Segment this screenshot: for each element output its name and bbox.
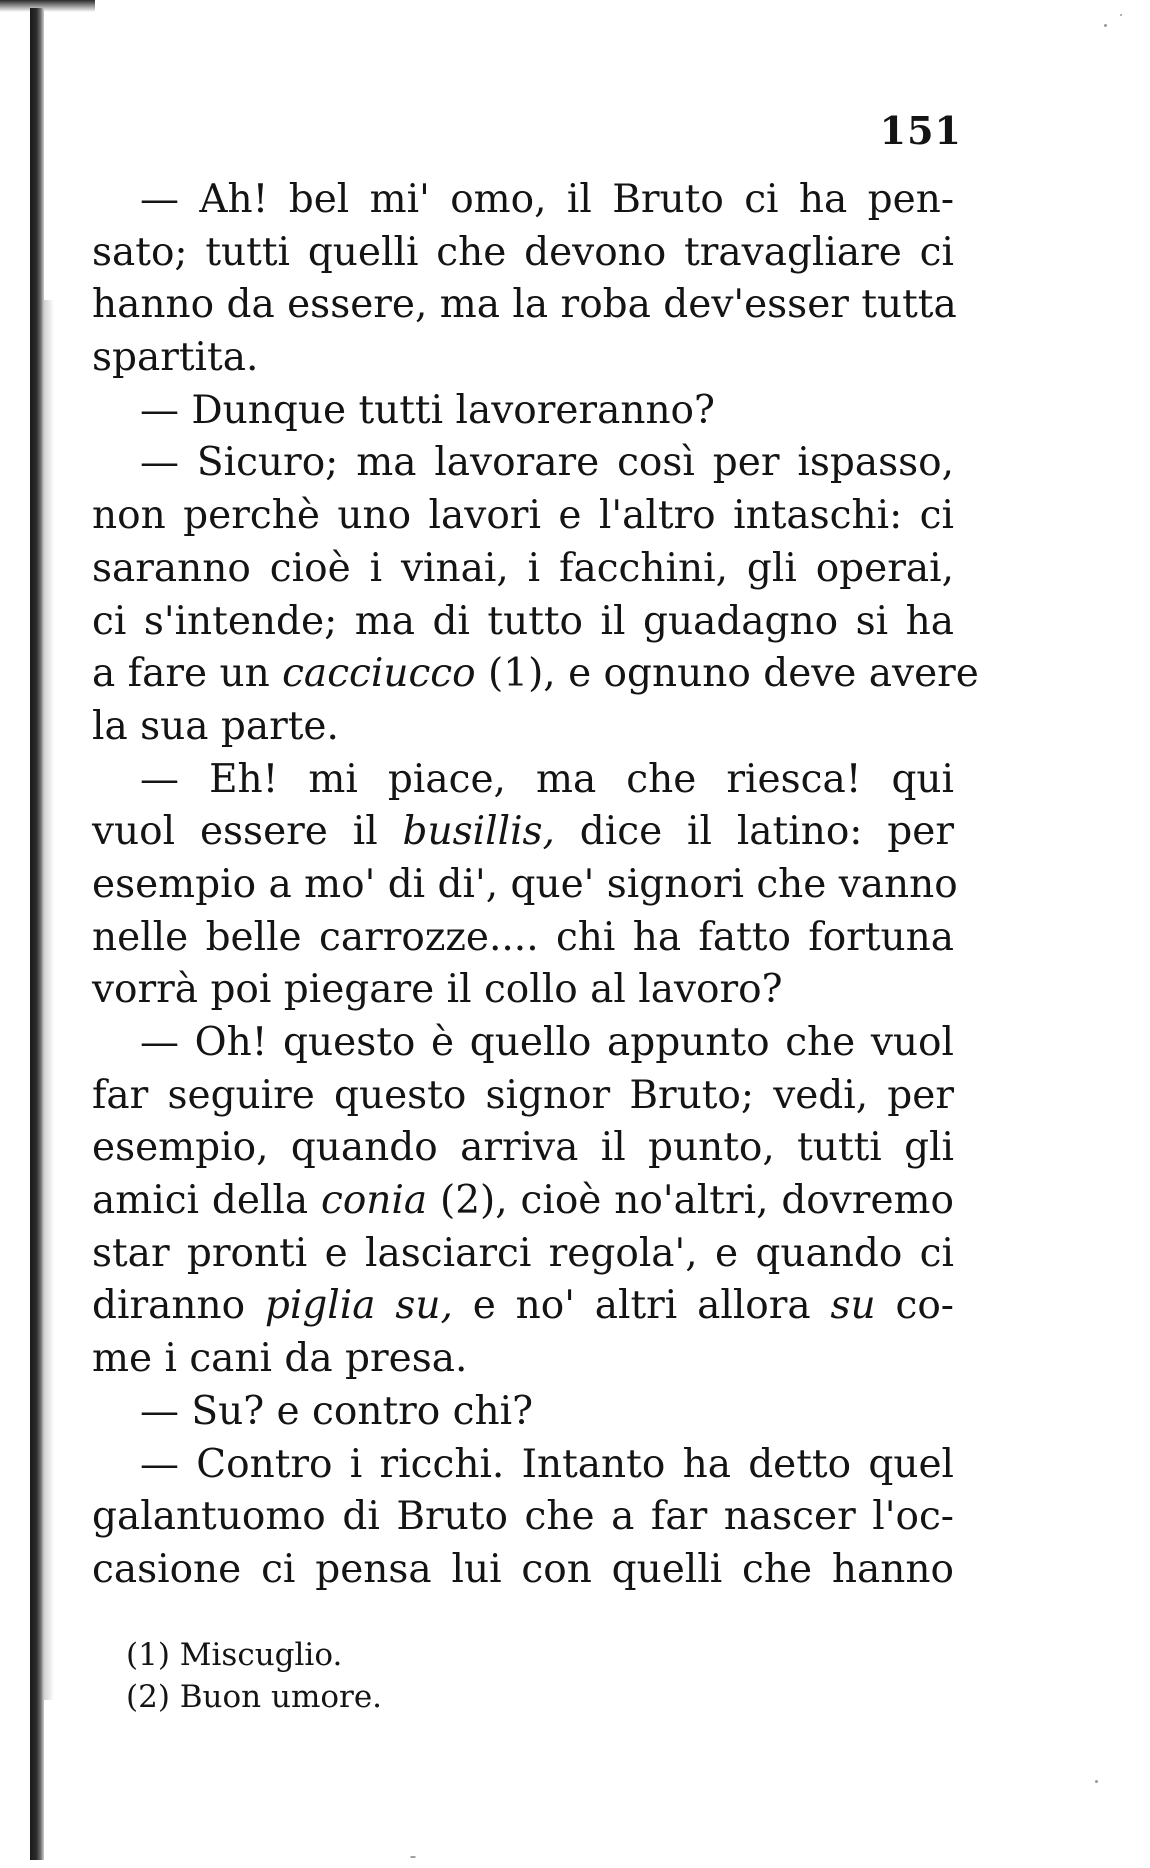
text-line: esempio, quando arriva il punto, tutti gli <box>92 1125 954 1171</box>
text-line: hanno da essere, ma la roba dev'esser tutta <box>92 282 957 328</box>
text-line: — Ah! bel mi' omo, il Bruto ci ha pen- <box>140 177 954 222</box>
text-line: ci s'intende; ma di tutto il guadagno si ha <box>92 598 954 644</box>
text-line: casione ci pensa lui con quelli che hanno <box>92 1546 954 1592</box>
scan-speck <box>1120 14 1122 16</box>
text-line: la sua parte. <box>92 703 339 749</box>
text-line: galantuomo di Bruto che a far nascer l'oc- <box>92 1494 954 1540</box>
text-segment: diranno <box>92 1283 265 1329</box>
italic-term: conia <box>320 1178 428 1224</box>
text-line: spartita. <box>92 335 259 381</box>
text-line <box>92 806 954 859</box>
italic-term: piglia su, <box>264 1283 453 1329</box>
text-segment: (1), e ognuno deve avere <box>475 651 979 697</box>
text-line: non perchè uno lavori e l'altro intaschi: ci <box>92 493 954 539</box>
text-segment: amici della <box>92 1178 321 1224</box>
text-segment: e no' altri allora <box>452 1283 831 1329</box>
text-segment: (2), cioè no'altri, dovremo <box>427 1178 954 1224</box>
footnote: (2) Buon umore. <box>126 1679 383 1715</box>
text-segment: vuol essere il <box>92 809 403 855</box>
scan-speck <box>1104 24 1107 27</box>
scan-speck <box>1095 1780 1098 1783</box>
text-line: far seguire questo signor Bruto; vedi, per <box>92 1072 954 1118</box>
page-number: 151 <box>879 108 962 153</box>
text-line: — Su? e contro chi? <box>140 1388 533 1434</box>
text-line: nelle belle carrozze.... chi ha fatto fortuna <box>92 914 954 960</box>
text-line: sato; tutti quelli che devono travagliare ci <box>92 229 954 275</box>
text-line: saranno cioè i vinai, i facchini, gli operai, <box>92 545 954 591</box>
text-line: — Eh! mi piace, ma che riesca! qui <box>140 756 954 802</box>
text-line: vorrà poi piegare il collo al lavoro? <box>92 967 783 1013</box>
text-line: — Sicuro; ma lavorare così per ispasso, <box>140 440 954 486</box>
text-line <box>92 1280 954 1333</box>
text-line <box>92 1175 954 1228</box>
body-text <box>92 174 979 1597</box>
page-corner-shadow <box>0 0 95 12</box>
text-line: — Contro i ricchi. Intanto ha detto quel <box>140 1441 954 1487</box>
text-line: star pronti e lasciarci regola', e quando ci <box>92 1230 954 1276</box>
italic-term: busillis, <box>402 809 555 855</box>
text-line <box>92 648 979 701</box>
footnotes <box>126 1634 726 1718</box>
text-line: esempio a mo' di di', que' signori che vanno <box>92 861 958 907</box>
text-line: me i cani da presa. <box>92 1336 468 1382</box>
text-segment: a fare un <box>92 651 283 697</box>
binding-edge <box>30 8 44 1860</box>
text-segment: dice il latino: per <box>554 809 954 855</box>
footnote: (1) Miscuglio. <box>126 1637 343 1673</box>
text-segment: co- <box>875 1283 954 1329</box>
scan-speck <box>410 1856 416 1858</box>
italic-term: cacciucco <box>282 651 476 697</box>
italic-term: su <box>830 1283 876 1329</box>
text-line: — Oh! questo è quello appunto che vuol <box>140 1020 954 1065</box>
text-line: — Dunque tutti lavoreranno? <box>140 387 715 433</box>
binding-shadow <box>44 300 54 1700</box>
